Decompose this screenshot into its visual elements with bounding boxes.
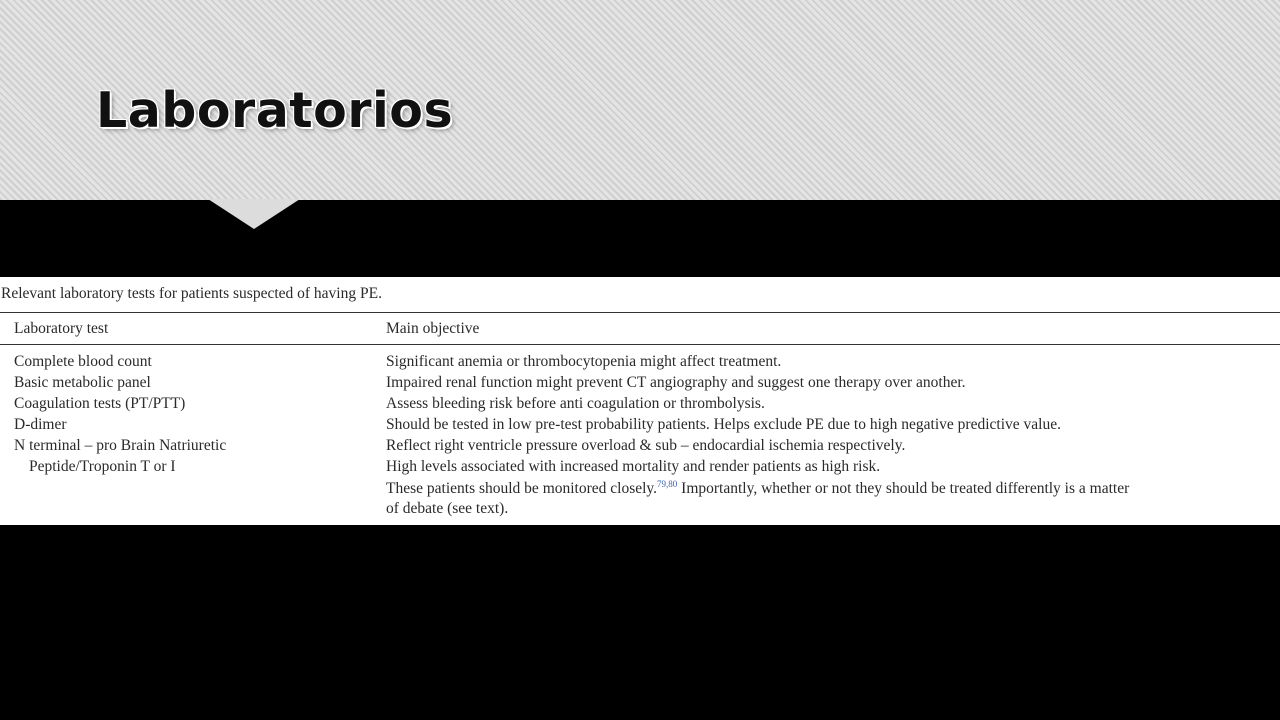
table-row (0, 458, 1280, 479)
lab-test: Complete blood count (14, 353, 152, 370)
main-objective: High levels associated with increased mortality and render patients as high risk. (386, 458, 881, 475)
main-objective: Should be tested in low pre-test probability patients. Helps exclude PE due to high negative predictive value. (386, 416, 1061, 433)
header-pointer (208, 199, 300, 229)
lab-test: Peptide/Troponin T or I (29, 458, 176, 475)
table-row-continuation (0, 479, 1280, 500)
main-objective: Impaired renal function might prevent CT angiography and suggest one therapy over another. (386, 374, 966, 391)
table-top-rule (0, 312, 1280, 313)
table-caption: Relevant laboratory tests for patients suspected of having PE. (1, 285, 382, 302)
continuation-text-2: Importantly, whether or not they should be treated differently is a matter (677, 480, 1130, 497)
table-row-continuation (0, 500, 1280, 521)
table-row (0, 353, 1280, 374)
objective-continuation (386, 479, 1129, 498)
objective-continuation-line2: of debate (see text). (386, 500, 509, 517)
table-header-rule (0, 344, 1280, 345)
table-image (0, 277, 1280, 525)
table-row (0, 437, 1280, 458)
lab-test: Coagulation tests (PT/PTT) (14, 395, 186, 412)
main-objective: Reflect right ventricle pressure overload & sub – endocardial ischemia respectively. (386, 437, 906, 454)
table-row (0, 416, 1280, 437)
column-header-objective: Main objective (386, 320, 480, 337)
lab-test: D-dimer (14, 416, 67, 433)
lab-test: Basic metabolic panel (14, 374, 151, 391)
slide-header (0, 0, 1280, 200)
column-header-test: Laboratory test (14, 320, 109, 337)
lab-test: N terminal – pro Brain Natriuretic (14, 437, 227, 454)
table-row (0, 374, 1280, 395)
slide-title: Laboratorios (96, 82, 454, 139)
main-objective: Significant anemia or thrombocytopenia might affect treatment. (386, 353, 782, 370)
continuation-text: These patients should be monitored closely. (386, 480, 658, 497)
reference-link[interactable]: 79,80 (657, 479, 678, 489)
main-objective: Assess bleeding risk before anti coagulation or thrombolysis. (386, 395, 765, 412)
table-row (0, 395, 1280, 416)
